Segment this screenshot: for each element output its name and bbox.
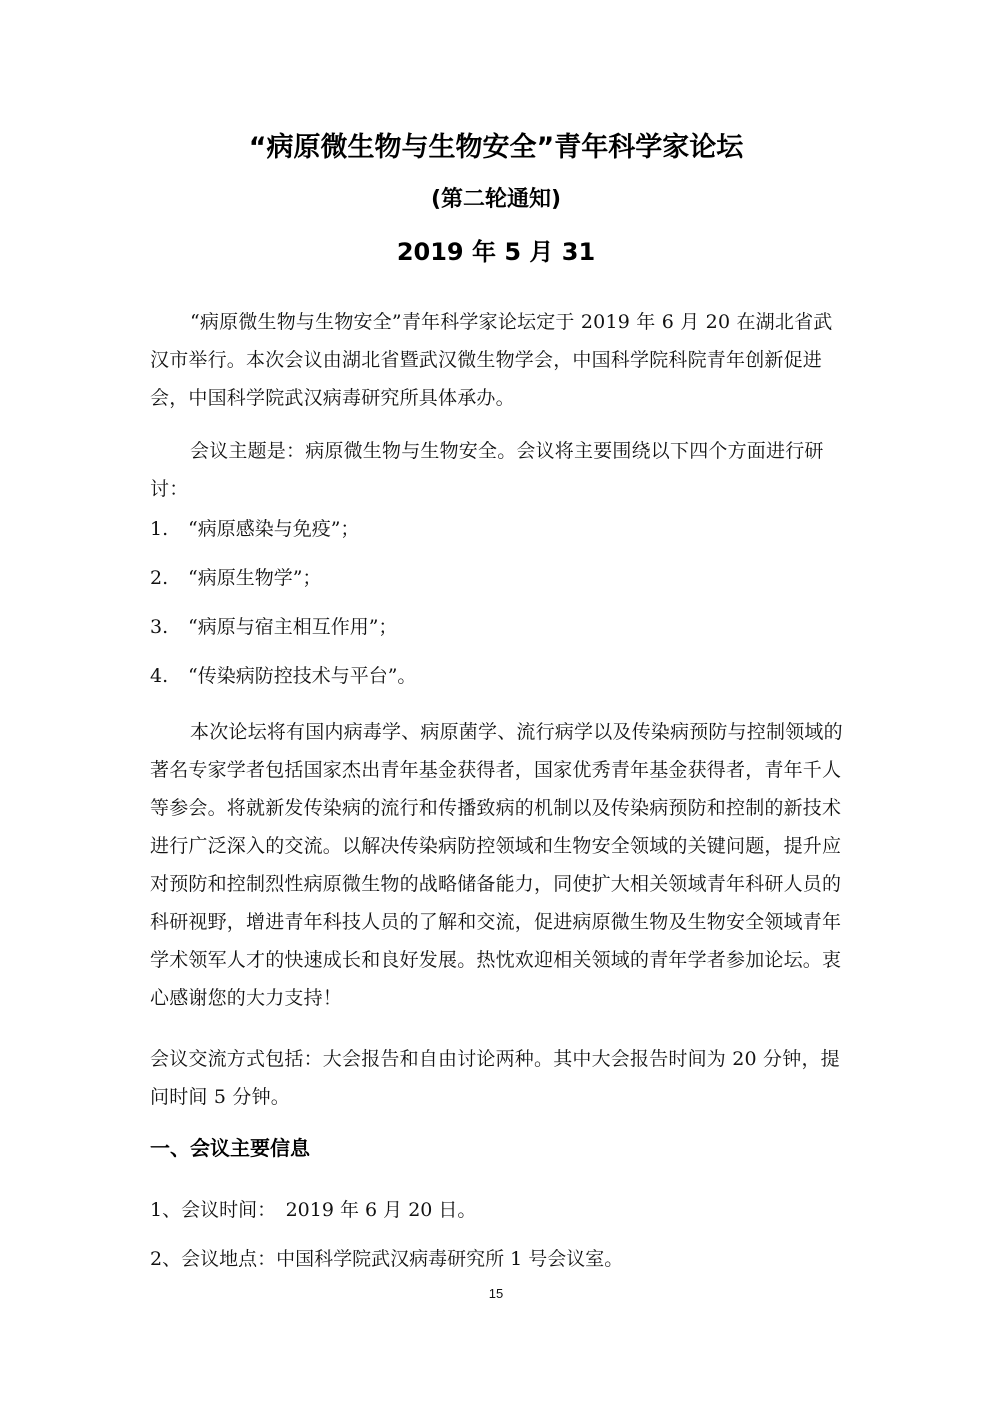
list-item-text: “病原生物学”； (188, 567, 322, 589)
section-heading: 一、会议主要信息 (150, 1136, 310, 1160)
list-item-text: “病原感染与免疫”； (188, 518, 360, 540)
list-item (150, 657, 850, 706)
list-item (150, 608, 850, 657)
list-item-number: 3. (150, 616, 169, 638)
meeting-time: 1、会议时间： 2019 年 6 月 20 日。 (150, 1199, 477, 1221)
forum-description-paragraph: 本次论坛将有国内病毒学、病原菌学、流行病学以及传染病预防与控制领域的著名专家学者包括国家杰出青年基金获得者，国家优秀青年基金获得者，青年千人等参会。将就新发传染病的流行和传播致病的机制以及传染病预防和控制的新技术进行广泛深入的交流。以解决传染病防控领域和生物安全领域的关键问题，提升应对预防和控制烈性病原微生物的战略储备能力，同使扩大相关领域青年科研人员的科研视野，增进青年科技人员的了解和交流，促进病原微生物及生物安全领域青年学术领军人才的快速成长和良好发展。热忱欢迎相关领域的青年学者参加论坛。衷心感谢您的大力支持！ (150, 721, 843, 1009)
topic-list (150, 510, 850, 706)
list-item-number: 2. (150, 567, 169, 589)
document-title: “病原微生物与生物安全”青年科学家论坛 (248, 132, 744, 163)
list-item-text: “病原与宿主相互作用”； (188, 616, 398, 638)
intro-paragraph: “病原微生物与生物安全”青年科学家论坛定于 2019 年 6 月 20 在湖北省武汉市举行。本次会议由湖北省暨武汉微生物学会，中国科学院科院青年创新促进会，中国科学院武汉病毒研究所具体承办。 (150, 311, 833, 409)
list-item (150, 559, 850, 608)
list-item-number: 4. (150, 665, 169, 687)
document-subtitle: (第二轮通知) (430, 187, 562, 212)
theme-paragraph: 会议主题是：病原微生物与生物安全。会议将主要围绕以下四个方面进行研讨： (150, 440, 824, 500)
exchange-format-paragraph: 会议交流方式包括：大会报告和自由讨论两种。其中大会报告时间为 20 分钟，提问时间 5 分钟。 (150, 1048, 840, 1108)
document-date: 2019 年 5 月 31 (396, 238, 596, 266)
list-item (150, 510, 850, 559)
list-item-number: 1. (150, 518, 169, 540)
meeting-location: 2、会议地点：中国科学院武汉病毒研究所 1 号会议室。 (150, 1248, 624, 1270)
page-number: 15 (488, 1286, 504, 1301)
list-item-text: “传染病防控技术与平台”。 (188, 665, 417, 687)
